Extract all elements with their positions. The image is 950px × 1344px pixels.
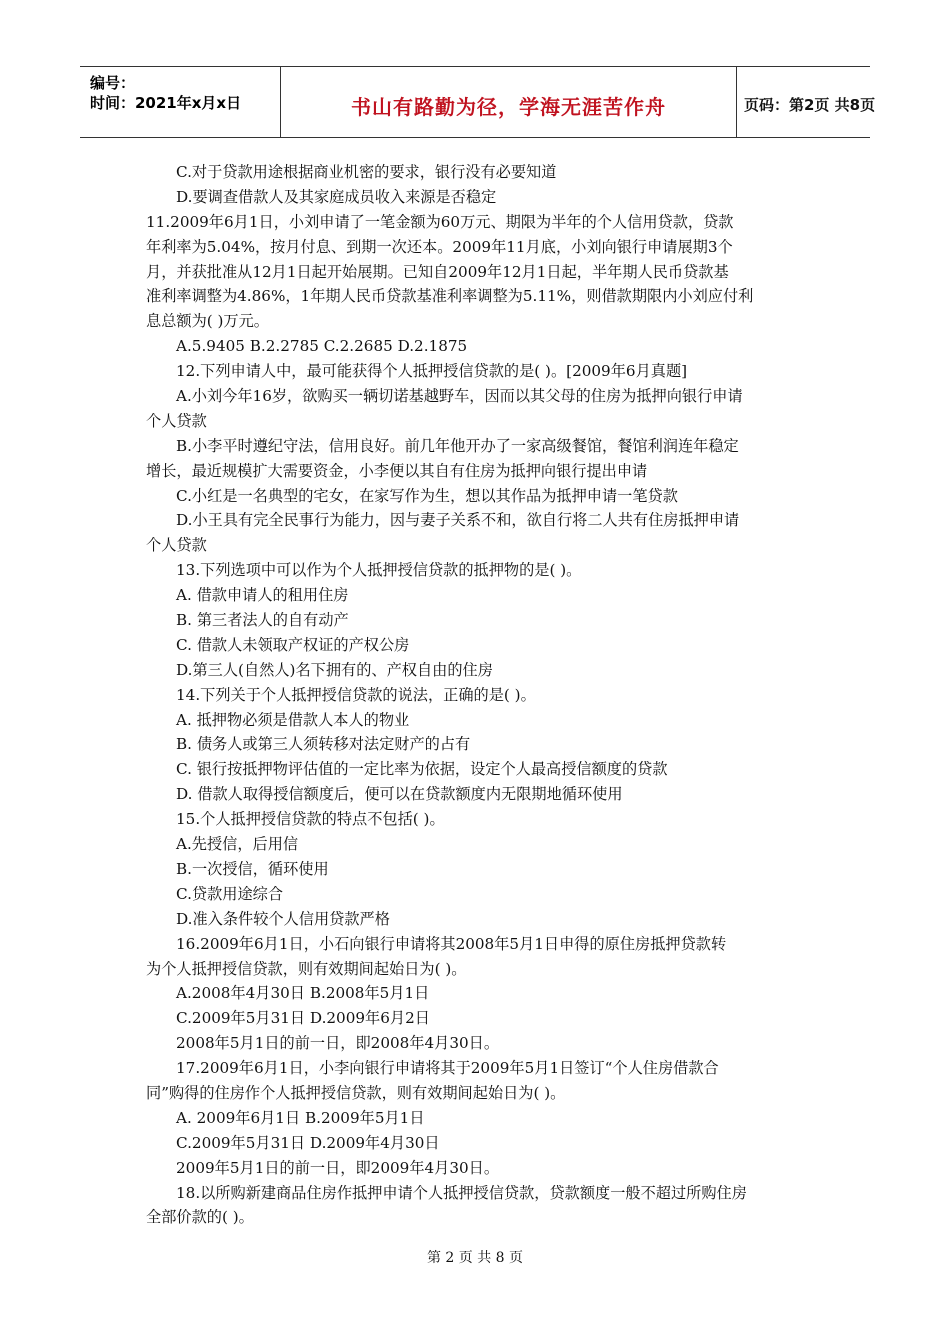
text-line: 16.2009年6月1日，小石向银行申请将其2008年5月1日申得的原住房抵押贷款转 [176, 934, 727, 953]
page-header [80, 66, 876, 138]
document-number-label: 编号： [90, 74, 136, 92]
text-line: 准利率调整为4.86%，1年期人民币贷款基准利率调整为5.11%，则借款期限内小刘应付利 [146, 287, 754, 306]
text-line: 17.2009年6月1日，小李向银行申请将其于2009年5月1日签订“个人住房借款合 [176, 1059, 719, 1078]
header-page-code: 页码：第2页 共8页 [744, 96, 876, 114]
text-line: 月，并获批准从12月1日起开始展期。已知自2009年12月1日起，半年期人民币贷款基 [146, 262, 729, 281]
document-date-label: 时间：2021年x月x日 [90, 94, 242, 112]
text-line: C.贷款用途综合 [176, 884, 284, 903]
text-line: A.先授信，后用信 [176, 835, 299, 854]
text-line: C.2009年5月31日 D.2009年4月30日 [176, 1133, 440, 1152]
text-line: 18.以所购新建商品住房作抵押申请个人抵押授信贷款，贷款额度一般不超过所购住房 [176, 1183, 747, 1202]
text-line: A. 抵押物必须是借款人本人的物业 [176, 710, 410, 729]
text-line: D. 借款人取得授信额度后，便可以在贷款额度内无限期地循环使用 [176, 785, 623, 804]
text-line: 增长，最近规模扩大需要资金，小李便以其自有住房为抵押向银行提出申请 [146, 461, 648, 480]
text-line: 14.下列关于个人抵押授信贷款的说法，正确的是( )。 [176, 685, 536, 704]
text-line: A.2008年4月30日 B.2008年5月1日 [176, 984, 430, 1003]
text-line: A.小刘今年16岁，欲购买一辆切诺基越野车，因而以其父母的住房为抵押向银行申请 [176, 387, 743, 406]
document-body [146, 160, 812, 1230]
text-line: D.要调查借款人及其家庭成员收入来源是否稳定 [176, 187, 497, 206]
text-line: D.准入条件较个人信用贷款严格 [176, 909, 390, 928]
text-line: 11.2009年6月1日，小刘申请了一笔金额为60万元、期限为半年的个人信用贷款，贷款 [146, 212, 734, 231]
header-meta [80, 67, 280, 137]
text-line: B.一次授信，循环使用 [176, 859, 329, 878]
text-line: 13.下列选项中可以作为个人抵押授信贷款的抵押物的是( )。 [176, 561, 582, 580]
text-line: 同”购得的住房作个人抵押授信贷款，则有效期间起始日为( )。 [146, 1083, 566, 1102]
text-line: 2008年5月1日的前一日，即2008年4月30日。 [176, 1034, 500, 1053]
text-line: C.对于贷款用途根据商业机密的要求，银行没有必要知道 [176, 163, 557, 181]
text-line: 12.下列申请人中，最可能获得个人抵押授信贷款的是( )。[2009年6月真题] [176, 362, 688, 381]
text-line: A. 借款申请人的租用住房 [176, 586, 349, 605]
text-line: 2009年5月1日的前一日，即2009年4月30日。 [176, 1158, 500, 1177]
page-footer: 第 2 页 共 8 页 [426, 1250, 524, 1266]
text-line: C. 银行按抵押物评估值的一定比率为依据，设定个人最高授信额度的贷款 [176, 760, 668, 779]
header-motto-cell [280, 67, 737, 137]
text-line: 15.个人抵押授信贷款的特点不包括( )。 [176, 810, 445, 829]
text-line: C.2009年5月31日 D.2009年6月2日 [176, 1009, 430, 1028]
text-line: A. 2009年6月1日 B.2009年5月1日 [176, 1108, 425, 1127]
text-line: C. 借款人未领取产权证的产权公房 [176, 635, 410, 654]
text-line: 为个人抵押授信贷款，则有效期间起始日为( )。 [146, 959, 467, 978]
text-line: C.小红是一名典型的宅女，在家写作为生，想以其作品为抵押申请一笔贷款 [176, 486, 678, 505]
text-line: 个人贷款 [146, 536, 207, 555]
header-motto: 书山有路勤为径，学海无涯苦作舟 [351, 95, 666, 119]
text-line: D.小王具有完全民事行为能力，因与妻子关系不和，欲自行将二人共有住房抵押申请 [176, 511, 740, 530]
text-line: B. 债务人或第三人须转移对法定财产的占有 [176, 735, 471, 754]
text-line: 全部价款的( )。 [146, 1208, 254, 1227]
text-line: B. 第三者法人的自有动产 [176, 611, 349, 630]
text-line: 个人贷款 [146, 411, 207, 430]
text-line: B.小李平时遵纪守法，信用良好。前几年他开办了一家高级餐馆，餐馆利润连年稳定 [176, 436, 739, 455]
text-line: D.第三人(自然人)名下拥有的、产权自由的住房 [176, 660, 493, 679]
text-line: 息总额为( )万元。 [146, 312, 269, 331]
text-line: 年利率为5.04%，按月付息、到期一次还本。2009年11月底，小刘向银行申请展期3个 [146, 237, 733, 256]
header-page-cell [737, 67, 876, 137]
text-line: A.5.9405 B.2.2785 C.2.2685 D.2.1875 [176, 337, 468, 356]
